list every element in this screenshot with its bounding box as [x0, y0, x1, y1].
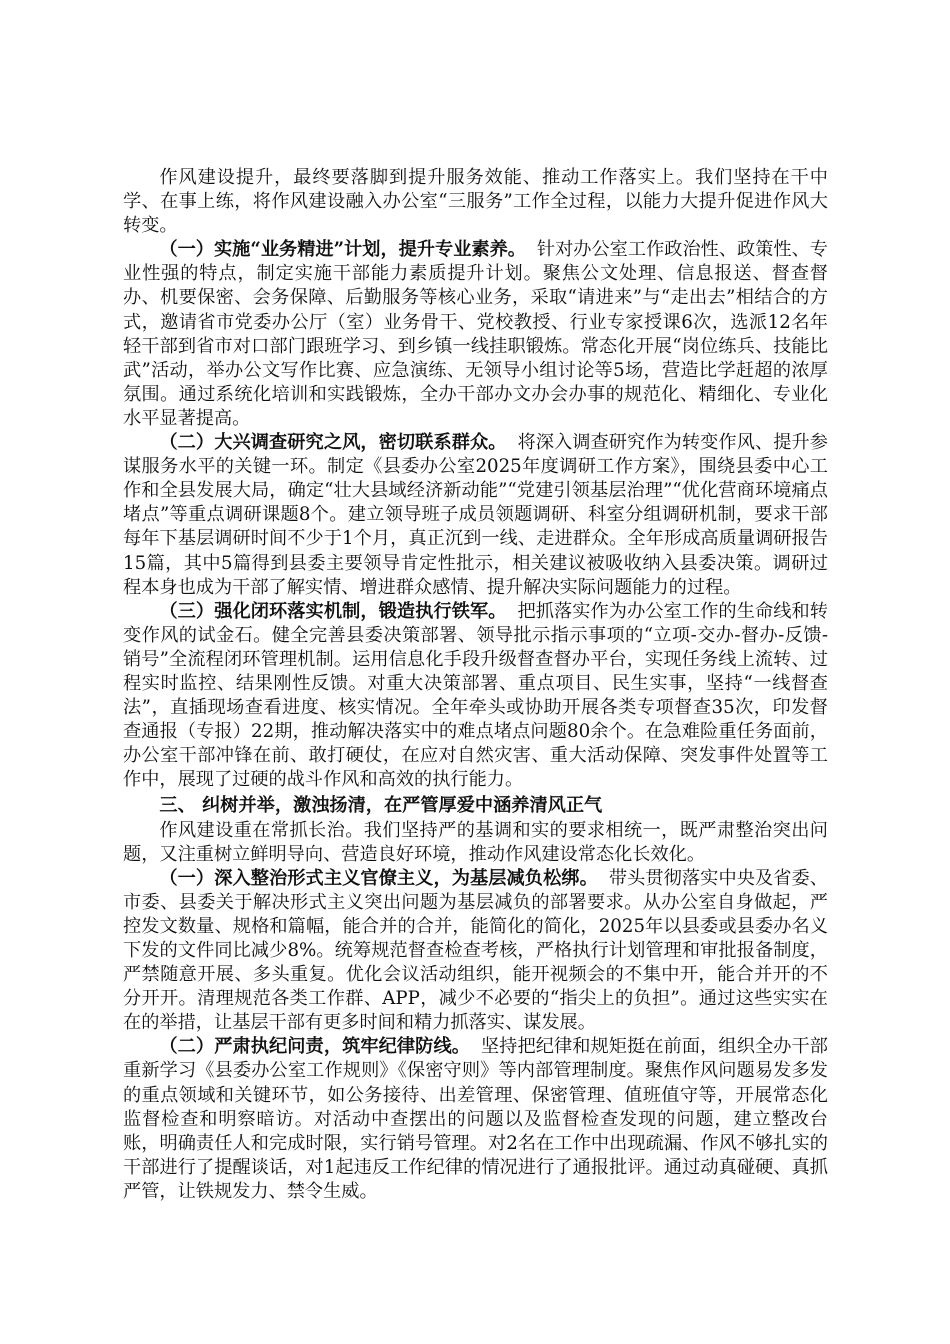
section-3-intro-text: 作风建设重在常抓长治。我们坚持严的基调和实的要求相统一，既严肃整治突出问题，又注重树立鲜明导向、营造良好环境，推动作风建设常态化长效化。 [123, 819, 828, 865]
section-3-heading [123, 794, 828, 818]
paragraph-2-heading: （二）大兴调查研究之风，密切联系群众。 [159, 432, 507, 454]
paragraph-4 [123, 867, 828, 1036]
paragraph-3 [123, 600, 828, 793]
paragraph-1 [123, 238, 828, 431]
paragraph-5 [123, 1035, 828, 1204]
paragraph-1-heading: （一）实施“业务精进”计划，提升专业素养。 [159, 239, 526, 261]
intro-paragraph [123, 166, 828, 238]
paragraph-3-body: 把抓落实作为办公室工作的生命线和转变作风的试金石。健全完善县委决策部署、领导批示指示事项的“立项-交办-督办-反馈-销号”全流程闭环管理机制。运用信息化手段升级督查督办平台，实现任务线上流转、过程实时监控、结果刚性反馈。对重大决策部署、重点项目、民生实事，坚持“一线督查法”，直插现场查看进度、核实情况。全年牵头或协助开展各类专项督查35次，印发督查通报（专报）22期，推动解决落实中的难点堵点问题80余个。在急难险重任务面前，办公室干部冲锋在前、敢打硬仗，在应对自然灾害、重大活动保障、突发事件处置等工作中，展现了过硬的战斗作风和高效的执行能力。 [123, 600, 828, 791]
paragraph-1-body: 针对办公室工作政治性、政策性、专业性强的特点，制定实施干部能力素质提升计划。聚焦公文处理、信息报送、督查督办、机要保密、会务保障、后勤服务等核心业务，采取“请进来”与“走出去”相结合的方式，邀请省市党委办公厅（室）业务骨干、党校教授、行业专家授课6次，选派12名年轻干部到省市对口部门跟班学习、到乡镇一线挂职锻炼。常态化开展“岗位练兵、技能比武”活动，举办公文写作比赛、应急演练、无领导小组讨论等5场，营造比学赶超的浓厚氛围。通过系统化培训和实践锻炼，全办干部办文办会办事的规范化、精细化、专业化水平显著提高。 [123, 239, 828, 429]
document-body [123, 166, 828, 1204]
paragraph-2 [123, 431, 828, 600]
paragraph-4-body: 带头贯彻落实中央及省委、市委、县委关于解决形式主义突出问题为基层减负的部署要求。从办公室自身做起，严控发文数量、规格和篇幅，能合并的合并，能简化的简化，2025年以县委或县委办名义下发的文件同比减少8%。统筹规范督查检查考核，严格执行计划管理和审批报备制度，严禁随意开展、多头重复。优化会议活动组织，能开视频会的不集中开，能合并开的不分开开。清理规范各类工作群、APP，减少不必要的“指尖上的负担”。通过这些实实在在的举措，让基层干部有更多时间和精力抓落实、谋发展。 [123, 867, 828, 1034]
paragraph-3-heading: （三）强化闭环落实机制，锻造执行铁军。 [159, 600, 507, 622]
section-3-title: 三、 纠树并举，激浊扬清，在严管厚爱中涵养清风正气 [159, 795, 603, 817]
section-3-intro [123, 819, 828, 867]
paragraph-2-body: 将深入调查研究作为转变作风、提升参谋服务水平的关键一环。制定《县委办公室2025年度调研工作方案》，围绕县委中心工作和全县发展大局，确定“壮大县域经济新动能”“党建引领基层治理”“优化营商环境痛点堵点”等重点调研课题8个。建立领导班子成员领题调研、科室分组调研机制，要求干部每年下基层调研时间不少于1个月，真正沉到一线、走进群众。全年形成高质量调研报告15篇，其中5篇得到县委主要领导肯定性批示，相关建议被吸收纳入县委决策。调研过程本身也成为干部了解实情、增进群众感情、提升解决实际问题能力的过程。 [123, 432, 828, 598]
intro-text: 作风建设提升，最终要落脚到提升服务效能、推动工作落实上。我们坚持在干中学、在事上练，将作风建设融入办公室“三服务”工作全过程，以能力大提升促进作风大转变。 [123, 167, 828, 237]
paragraph-4-heading: （一）深入整治形式主义官僚主义，为基层减负松绑。 [159, 867, 598, 889]
paragraph-5-body: 坚持把纪律和规矩挺在前面，组织全办干部重新学习《县委办公室工作规则》《保密守则》等内部管理制度。聚焦作风问题易发多发的重点领域和关键环节，如公务接待、出差管理、保密管理、值班值守等，开展常态化监督检查和明察暗访。对活动中查摆出的问题以及监督检查发现的问题，建立整改台账，明确责任人和完成时限，实行销号管理。对2名在工作中出现疏漏、作风不够扎实的干部进行了提醒谈话，对1起违反工作纪律的情况进行了通报批评。通过动真碰硬、真抓严管，让铁规发力、禁令生威。 [123, 1036, 828, 1202]
paragraph-5-heading: （二）严肃执纪问责，筑牢纪律防线。 [159, 1036, 470, 1058]
